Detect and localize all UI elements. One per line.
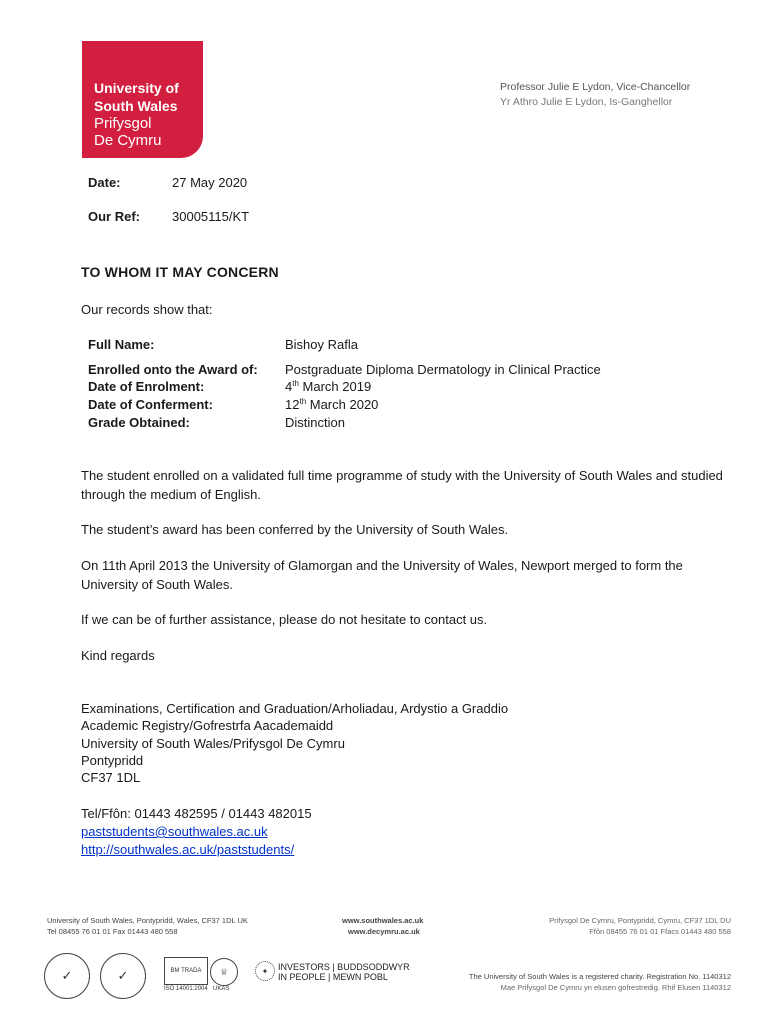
enrolment-day: 4 (285, 379, 293, 394)
signature-postcode: CF37 1DL (81, 770, 141, 786)
signature-town: Pontypridd (81, 752, 144, 768)
vice-chancellor-cy: Yr Athro Julie E Lydon, Is-Ganghellor (500, 96, 673, 108)
grade-label: Grade Obtained: (88, 415, 190, 430)
full-name-value: Bishoy Rafla (285, 337, 358, 352)
ref-value: 30005115/KT (172, 209, 250, 224)
full-name-label: Full Name: (88, 337, 155, 352)
logo-line-3: Prifysgol (94, 115, 152, 132)
disability-positive-badge-cy: ✓ (100, 953, 146, 999)
disability-positive-badge: ✓ (44, 953, 90, 999)
footer-address-en (47, 915, 248, 937)
ref-label: Our Ref: (88, 209, 140, 224)
website-link[interactable]: http://southwales.ac.uk/paststudents/ (81, 842, 295, 857)
footer-web-en: www.southwales.ac.uk (342, 916, 424, 925)
enrolment-label: Date of Enrolment: (88, 379, 205, 394)
ukas-crown-icon: ♕ (210, 958, 238, 986)
charity-cy: Mae Prifysgol De Cymru yn elusen gofrestredig. Rhif Elusen 1140312 (500, 983, 731, 992)
university-logo (82, 41, 203, 158)
signature-department: Examinations, Certification and Graduation/Arholiadau, Ardystio a Graddio (81, 701, 509, 716)
vice-chancellor-en: Professor Julie E Lydon, Vice-Chancellor (500, 81, 691, 93)
footer-address-cy-line1: Prifysgol De Cymru, Pontypridd, Cymru, CF37 1DL DU (549, 916, 731, 925)
paragraph-award: The student’s award has been conferred by the University of South Wales. (81, 522, 509, 537)
iso-text: ISO 14001:2004 (164, 986, 208, 992)
award-label: Enrolled onto the Award of: (88, 362, 258, 377)
signature-block (81, 700, 508, 786)
letter-heading: TO WHOM IT MAY CONCERN (81, 264, 279, 280)
iip-line2: IN PEOPLE | MEWN POBL (278, 972, 388, 982)
date-value: 27 May 2020 (172, 175, 248, 190)
conferment-label: Date of Conferment: (88, 397, 213, 412)
footer-address-en-line1: University of South Wales, Pontypridd, Wales, CF37 1DL UK (47, 916, 248, 925)
footer-websites (342, 915, 423, 937)
conferment-suffix: th (299, 397, 307, 406)
conferment-rest: March 2020 (306, 397, 379, 412)
footer-address-cy-line2: Ffôn 08455 76 01 01 Ffacs 01443 480 558 (589, 927, 731, 936)
footer-address-cy (549, 915, 731, 937)
paragraph-assistance: If we can be of further assistance, please do not hesitate to contact us. (81, 612, 488, 627)
investors-in-people-text (278, 962, 410, 982)
conferment-value (285, 397, 378, 412)
bm-trada-badge (164, 957, 208, 985)
telephone: Tel/Ffôn: 01443 482595 / 01443 482015 (81, 806, 312, 821)
award-value: Postgraduate Diploma Dermatology in Clinical Practice (285, 362, 601, 377)
enrolment-rest: March 2019 (298, 379, 372, 394)
bm-trada-text: BM TRADA (170, 968, 202, 974)
conferment-day: 12 (285, 397, 300, 412)
logo-line-2: South Wales (94, 98, 178, 114)
grade-value: Distinction (285, 415, 345, 430)
paragraph-enrolment: The student enrolled on a validated full time programme of study with the University of South Wales and studied through the medium of English. (81, 468, 723, 502)
logo-line-4: De Cymru (94, 132, 162, 149)
enrolment-value (285, 379, 371, 394)
footer-web-cy: www.decymru.ac.uk (348, 927, 420, 936)
signature-university: University of South Wales/Prifysgol De Cymru (81, 735, 345, 751)
letter-intro: Our records show that: (81, 302, 213, 317)
paragraph-merger: On 11th April 2013 the University of Glamorgan and the University of Wales, Newport merged to form the University of South Wales. (81, 558, 683, 592)
closing: Kind regards (81, 648, 155, 663)
email-link[interactable]: paststudents@southwales.ac.uk (81, 824, 268, 839)
enrolment-suffix: th (292, 379, 299, 388)
investors-in-people-icon: ✦ (255, 961, 275, 981)
charity-en: The University of South Wales is a registered charity. Registration No. 1140312 (468, 972, 731, 981)
iip-line1: INVESTORS | BUDDSODDWYR (278, 962, 410, 972)
signature-registry: Academic Registry/Gofrestrfa Aacademaidd (81, 718, 334, 734)
date-label: Date: (88, 175, 121, 190)
vice-chancellor-header (500, 80, 690, 110)
logo-line-1: University of (94, 80, 179, 96)
footer-address-en-line2: Tel 08455 76 01 01 Fax 01443 480 558 (47, 927, 178, 936)
ukas-text: UKAS (213, 986, 230, 992)
charity-notice (469, 971, 731, 993)
